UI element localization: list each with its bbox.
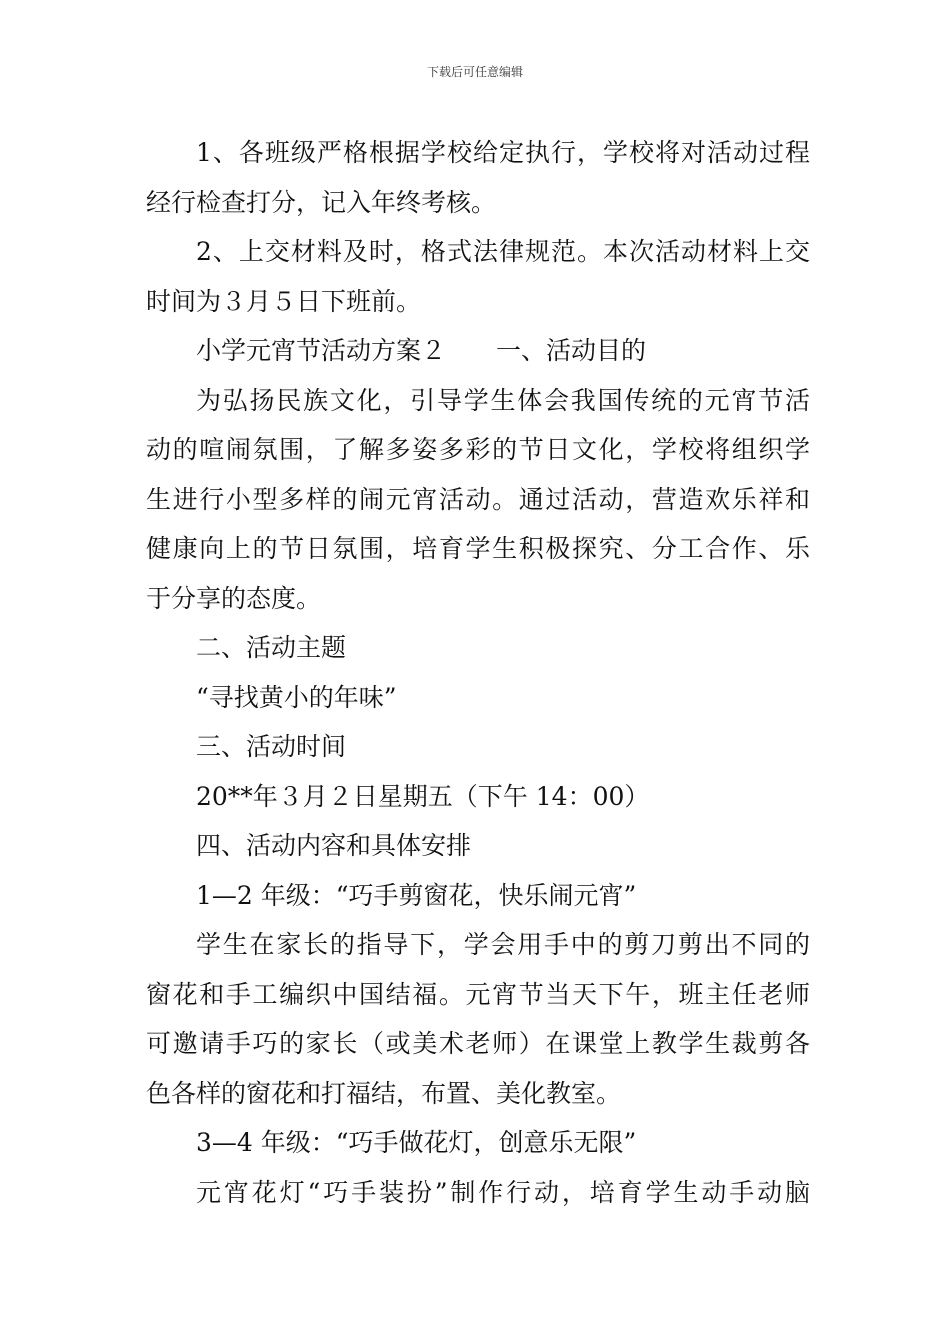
paragraph-line: 经行检查打分，记入年终考核。 [146,187,497,217]
section-heading: 三、活动时间 [196,732,347,761]
paragraph-line: 时间为３月５日下班前。 [146,286,422,316]
paragraph-line: 色各样的窗花和打福结，布置、美化教室。 [146,1078,622,1108]
paragraph-line: “寻找黄小的年味” [196,682,397,712]
paragraph-line: 学生在家长的指导下，学会用手中的剪刀剪出不同的 [196,930,810,959]
subsection-heading: 3—4 年级：“巧手做花灯，创意乐无限” [196,1128,637,1157]
document-body [146,128,810,1217]
paragraph-line: 动的喧闹氛围，了解多姿多彩的节日文化，学校将组织学 [146,435,810,464]
paragraph-line: 元宵花灯“巧手装扮”制作行动，培育学生动手动脑 [196,1177,810,1207]
section-heading: 二、活动主题 [196,633,347,662]
plan-title: 小学元宵节活动方案２ [196,336,447,365]
paragraph-line: 为弘扬民族文化，引导学生体会我国传统的元宵节活 [196,385,810,415]
paragraph-line: 生进行小型多样的闹元宵活动。通过活动，营造欢乐祥和 [146,484,810,514]
paragraph-line: 1、各班级严格根据学校给定执行，学校将对活动过程 [196,138,810,167]
section-title-line [146,326,810,376]
paragraph-line: 窗花和手工编织中国结福。元宵节当天下午，班主任老师 [146,979,810,1009]
subsection-heading: 1—2 年级：“巧手剪窗花，快乐闹元宵” [196,880,637,910]
paragraph-line: 于分享的态度。 [146,583,322,613]
paragraph-line: 2、上交材料及时，格式法律规范。本次活动材料上交 [196,237,810,266]
page-header-note: 下载后可任意编辑 [426,65,523,79]
section-heading: 一、活动目的 [496,336,647,365]
section-heading: 四、活动内容和具体安排 [196,831,472,860]
paragraph-line: 可邀请手巧的家长（或美术老师）在课堂上教学生裁剪各 [146,1029,810,1058]
paragraph-line: 健康向上的节日氛围，培育学生积极探究、分工合作、乐 [146,534,810,563]
paragraph-line: 20**年３月２日星期五（下午 14：00） [196,781,650,811]
